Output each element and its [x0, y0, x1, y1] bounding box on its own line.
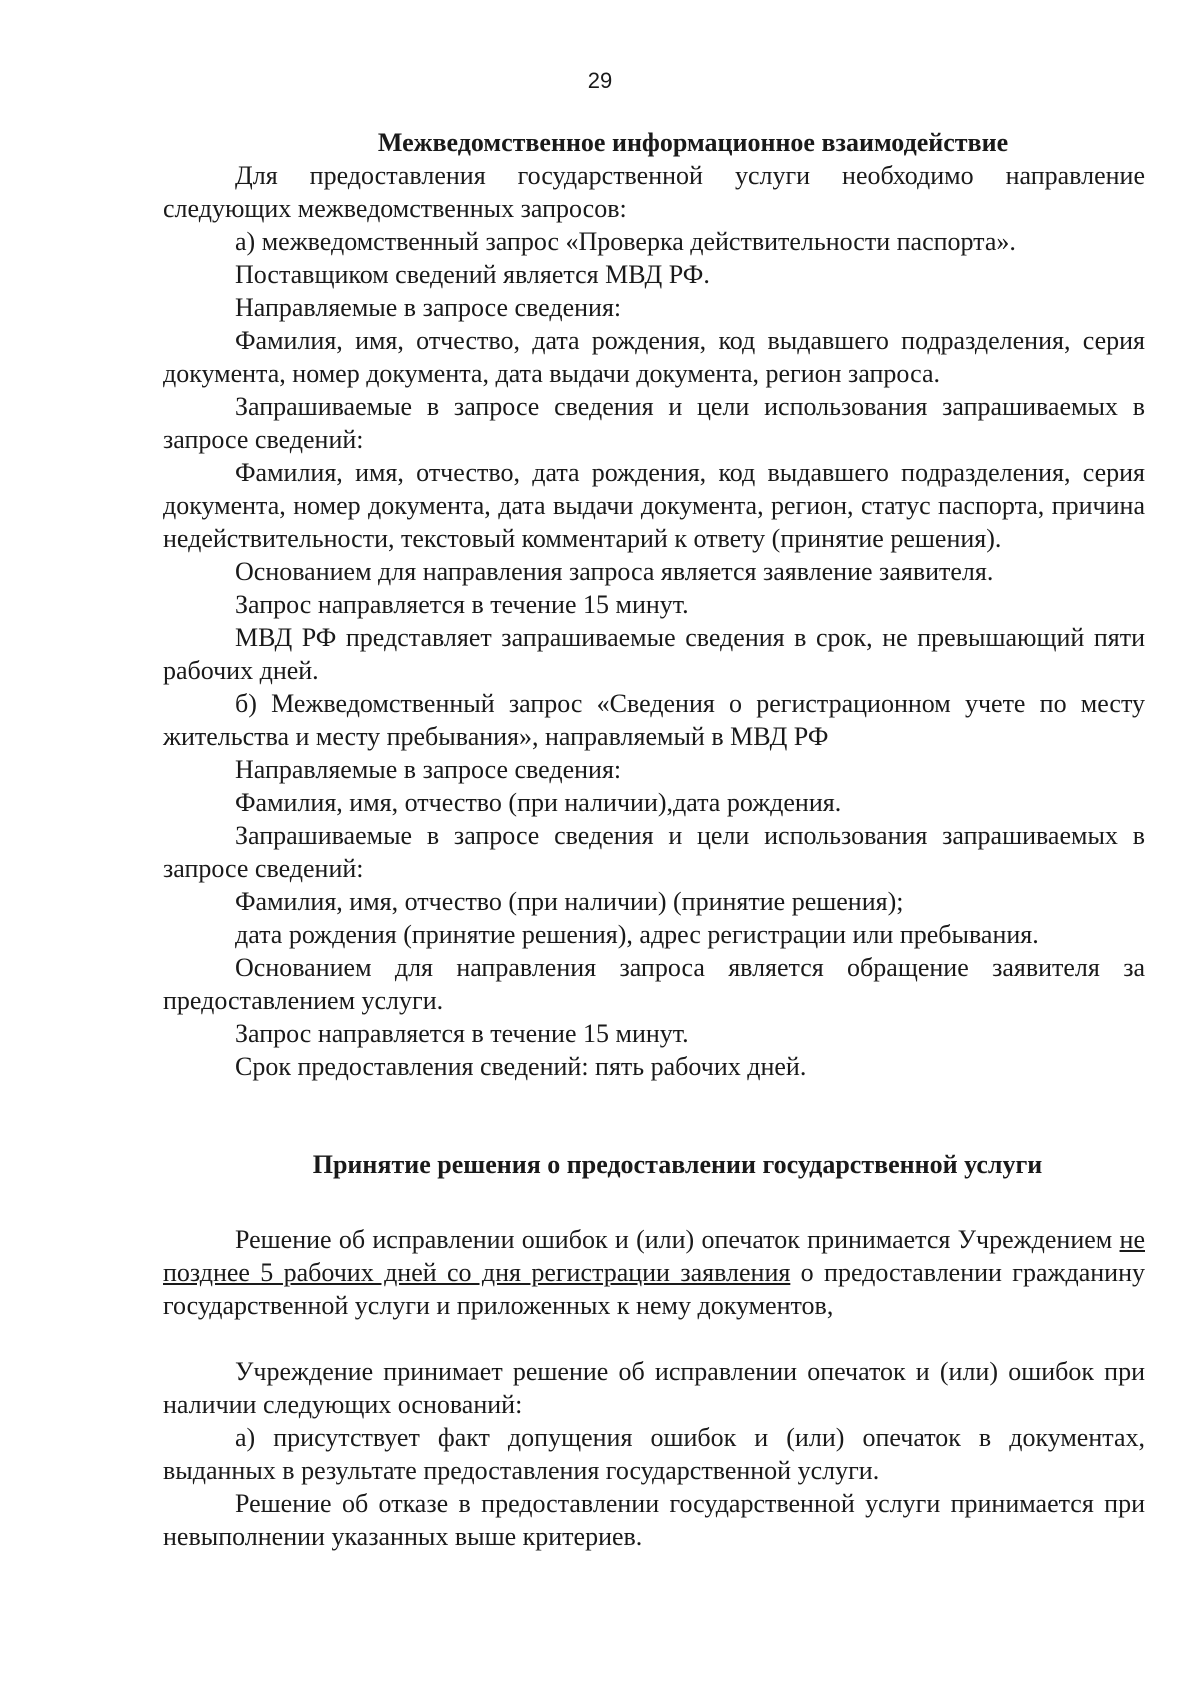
section-heading: Принятие решения о предоставлении государственной услуги	[312, 1150, 1043, 1179]
paragraph: Фамилия, имя, отчество (при наличии) (принятие решения);	[235, 887, 904, 916]
paragraph: Фамилия, имя, отчество, дата рождения, код выдавшего подразделения, серия документа, номер документа, дата выдачи документа, регион, статус паспорта, причина недействительности, текстовый комментарий к ответу (принятие решения).	[163, 458, 1145, 553]
paragraph: Фамилия, имя, отчество, дата рождения, код выдавшего подразделения, серия документа, номер документа, дата выдачи документа, регион запроса.	[163, 326, 1145, 388]
paragraph: дата рождения (принятие решения), адрес регистрации или пребывания.	[235, 920, 1039, 949]
section-interagency	[163, 126, 1145, 1083]
paragraph: Фамилия, имя, отчество (при наличии),дата рождения.	[235, 788, 842, 817]
section-heading: Межведомственное информационное взаимодействие	[377, 128, 1009, 157]
paragraph: Запрос направляется в течение 15 минут.	[235, 1019, 689, 1048]
paragraph: Направляемые в запросе сведения:	[235, 293, 622, 322]
decision-text-after: о предоставлении гражданину государственной услуги и приложенных к нему документов,	[163, 1258, 1145, 1320]
paragraph: Запрашиваемые в запросе сведения и цели использования запрашиваемых в запросе сведений:	[163, 392, 1145, 454]
decision-deadline: не позднее 5 рабочих дней со дня регистрации заявления	[163, 1225, 1145, 1287]
paragraph: Срок предоставления сведений: пять рабочих дней.	[235, 1052, 807, 1081]
paragraph: а) межведомственный запрос «Проверка действительности паспорта».	[235, 227, 1016, 256]
decision-text-before: Решение об исправлении ошибок и (или) опечаток принимается Учреждением	[235, 1225, 1120, 1254]
paragraph: Основанием для направления запроса является заявление заявителя.	[235, 557, 994, 586]
paragraph: Поставщиком сведений является МВД РФ.	[235, 260, 710, 289]
paragraph: МВД РФ представляет запрашиваемые сведения в срок, не превышающий пяти рабочих дней.	[163, 623, 1145, 685]
decision-paragraph	[163, 1223, 1145, 1322]
paragraph: Основанием для направления запроса является обращение заявителя за предоставлением услуги.	[163, 953, 1145, 1015]
paragraph: Учреждение принимает решение об исправлении опечаток и (или) ошибок при наличии следующих оснований:	[163, 1357, 1145, 1419]
page-number: 29	[587, 68, 613, 93]
paragraph: Направляемые в запросе сведения:	[235, 755, 622, 784]
paragraph: Решение об отказе в предоставлении государственной услуги принимается при невыполнении указанных выше критериев.	[163, 1489, 1145, 1551]
paragraph: б) Межведомственный запрос «Сведения о регистрационном учете по месту жительства и месту пребывания», направляемый в МВД РФ	[163, 689, 1145, 751]
paragraph: а) присутствует факт допущения ошибок и (или) опечаток в документах, выданных в результате предоставления государственной услуги.	[163, 1423, 1145, 1485]
paragraph: Для предоставления государственной услуги необходимо направление следующих межведомственных запросов:	[163, 161, 1145, 223]
paragraph: Запрос направляется в течение 15 минут.	[235, 590, 689, 619]
section-decision	[163, 1148, 1145, 1553]
paragraph: Запрашиваемые в запросе сведения и цели использования запрашиваемых в запросе сведений:	[163, 821, 1145, 883]
